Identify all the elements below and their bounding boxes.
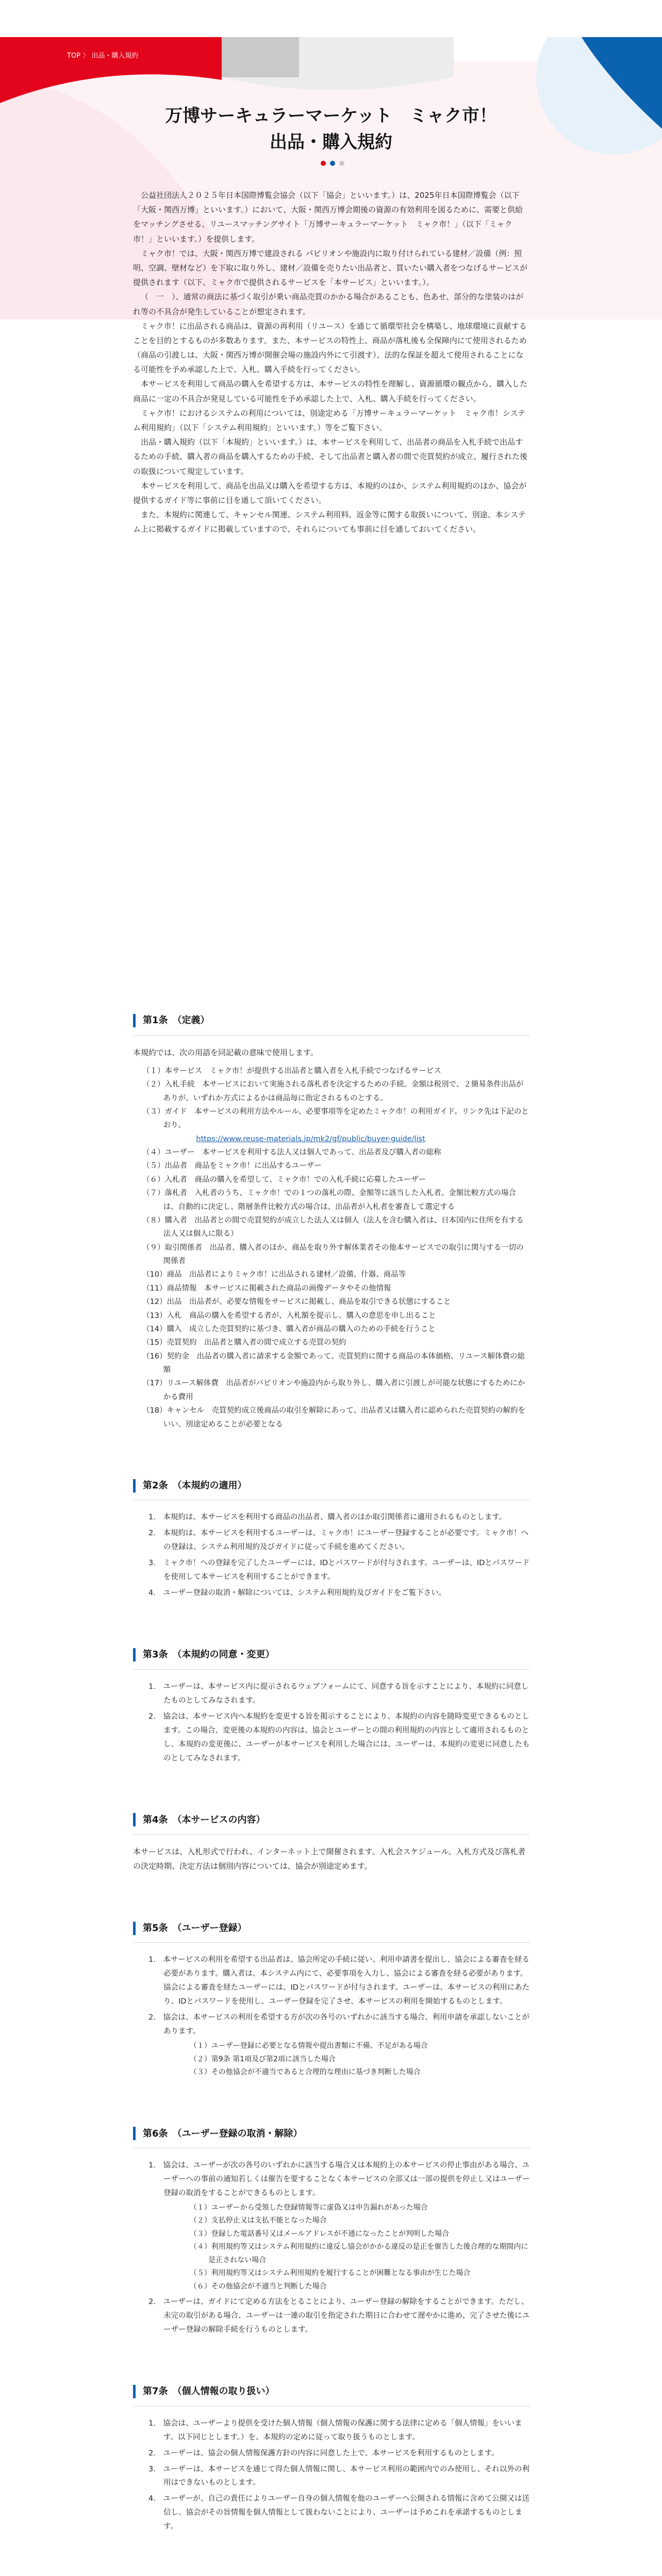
heading-bar: [133, 1648, 136, 1662]
article-title: 第5条 （ユーザー登録）: [143, 1922, 247, 1934]
article-heading: [133, 1478, 530, 1501]
numbered-list: [133, 1953, 530, 2079]
article-3: [133, 1647, 530, 1765]
article-title: 第4条 （本サービスの内容）: [143, 1814, 266, 1825]
definition-item: （17）リユース解体費 出品者がパビリオンや施設内から取り外し、購入者に引渡しが可能な状態にするためにかかる費用: [142, 1379, 525, 1401]
list-item: 2. 協会は、本サービス内へ本規約を変更する旨を掲示することにより、本規約の内容を随時変更できるものとします。この場合、変更後の本規約の内容は、協会とユーザーとの間の利用規約の内容として適用されるものとし、本規約の変更後に、ユーザーが本サービスを利用した場合には、ユーザーは、本規約の変更に同意したものとしてみなされます。: [148, 1712, 530, 1762]
article-title: 第7条 （個人情報の取り扱い）: [143, 2386, 275, 2397]
definition-item: （２）入札手続 本サービスにおいて実施される落札者を決定するための手続。金額は税別で、２簡易条件出品がありが、いずれか方式によるかは商品毎に指定されるものとする。: [142, 1080, 524, 1103]
list-item: 1. 本サービスの利用を希望する出品者は、協会所定の手続に従い、利用申請書を提出し、協会による審査を経る必要があります。購入者は、本システム内にて、必要事項を入力し、協会による審査を経る必要があります。協会による審査を経たユーザーには、IDとパスワードが付与されます。ユーザーは、本サービスの利用にあたり、IDとパスワードを使用し、ユーザー登録を完了させ、本サービスの利用を開始するものとします。: [148, 1956, 530, 2006]
definition-item: （10）商品 出品者によりミャク市！に出品される建材／設備、什器、商品等: [142, 1270, 406, 1279]
title-dots: [321, 161, 344, 166]
sub-item: （５）利用規約等又はシステム利用規約を履行することが困難となる事由が生じた場合: [189, 2269, 471, 2278]
list-item: 1. 協会は、ユーザーより提供を受けた個人情報（個人情報の保護に関する法律に定める「個人情報」をいいます。以下同じとします。）を、本規約の定めに従って取り扱うものとします。: [148, 2419, 522, 2442]
article-7: [133, 2383, 530, 2534]
heading-bar: [133, 1813, 136, 1826]
article-1: [133, 1012, 530, 1431]
dot-red: [321, 161, 326, 166]
intro-paragraph: （ 一 ）、通常の商法に基づく取引が乗い商品売買のかかる場合があることも、色あせ、部分的な塗装のはがれ等の不具合が発生していることが想定されます。: [133, 292, 524, 316]
breadcrumb: [67, 50, 138, 62]
list-item: 4. ユーザーが、自己の責任によりユーザー自身の個人情報を他のユーザーへ公開される情報に含めて公開又は送信し、協会がその旨情報を個人情報として扱わないことにより、ユーザーは予めこれを承諾するものとします。: [148, 2495, 529, 2531]
article-heading: [133, 1920, 530, 1943]
list-item: 3. ユーザーは、本サービスを通じて得た個人情報に関し、本サービス利用の範囲内でのみ使用し、それ以外の利用はできないものとします。: [148, 2465, 529, 2487]
hero-white-cut: [0, 0, 662, 37]
intro-paragraph: 本サービスを利用して商品の購入を希望する方は、本サービスの特性を理解し、資源循環の観点から、購入した商品に一定の不具合が発見している可能性を予め承認した上で、入札、購入手続を行ってください。: [133, 379, 528, 403]
definition-item: （５）出品者 商品をミャク市！に出品するユーザー: [142, 1162, 322, 1171]
intro-paragraph: 本サービスを利用して、商品を出品又は購入を希望する方は、本規約のほか、システム利用規約のほか、協会が提供するガイド等に事前に目を通して頂いてください。: [133, 481, 527, 505]
article-2: [133, 1478, 530, 1600]
heading-bar: [133, 1922, 136, 1935]
sub-item: （６）その他協会が不適当と判断した場合: [189, 2282, 327, 2291]
heading-bar: [133, 1479, 136, 1493]
article-heading: [133, 2383, 530, 2406]
definition-item: （15）売買契約 出品者と購入者の間で成立する売買の契約: [142, 1338, 346, 1347]
sub-item: （１）ユーザー登録に必要となる情報や提出書類に不備、不足がある場合: [189, 2042, 428, 2050]
list-item: 4. ユーザー登録の取消・解除については、システム利用規約及びガイドをご覧下さい。: [148, 1589, 446, 1598]
breadcrumb-home-link[interactable]: TOP: [67, 52, 81, 60]
page-title: [0, 103, 662, 156]
sub-item: （３）登録した電話番号又はメールアドレスが不通になったことが判明した場合: [189, 2229, 450, 2238]
definition-item: （９）取引関係者 出品者、購入者のほか、商品を取り外す解体業者その他本サービスでの取引に関与する一切の関係者: [142, 1243, 524, 1265]
article-6: [133, 2126, 530, 2337]
definition-text: （３）ガイド 本サービスの利用方法やルール、必要事項等を定めたミャク市！の利用ガイド。リンク先は下記のとおり。: [142, 1107, 529, 1130]
heading-bar: [133, 2385, 136, 2398]
article-title: 第1条 （定義）: [143, 1015, 210, 1026]
list-item: 2. 本規約は、本サービスを利用するユーザーは、ミャク市！にユーザー登録することが必要です。ミャク市！への登録は、システム利用規約及びガイドに従って手続を進めてください。: [148, 1529, 529, 1552]
list-item-text: 2. 協会は、本サービスの利用を希望する方が次の各号のいずれかに該当する場合、利用申請を承認しないことがあります。: [148, 2013, 529, 2036]
definition-item: （14）購入 成立した売買契約に基づき、購入者が商品の購入のための手続を行うこと: [142, 1325, 436, 1333]
numbered-list: [133, 1511, 530, 1600]
definition-item: [142, 1105, 530, 1146]
intro-paragraph: 出品・購入規約（以下「本規約」といいます。）は、本サービスを利用して、出品者の商品を入札手続で出品するための手続、購入者の商品を購入するための手続、そして出品者と購入者の間で売買契約が成立、履行された後の取扱について規定しています。: [133, 437, 528, 476]
intro-paragraph: 公益社団法人２０２５年日本国際博覧会協会（以下「協会」といいます。）は、2025年日本国際博覧会（以下「大阪・関西万博」といいます。）において、大阪・関西万博会期後の資源の有効利用を図るために、需要と供給をマッチングさせる、リユースマッチングサイト「万博サーキュラーマーケット ミャク市！」（以下「ミャク市！」といいます。）を提供します。: [133, 191, 523, 244]
list-item: 2. ユーザーは、協会の個人情報保護方針の内容に同意した上で、本サービスを利用するものとします。: [148, 2449, 499, 2458]
list-item: 1. ユーザーは、本サービス内に提示されるウェブフォームにて、同意する旨を示すことにより、本規約に同意したものとしてみなされます。: [148, 1682, 529, 1705]
sub-list: [163, 2201, 530, 2293]
definition-item: （18）キャンセル 売買契約成立後商品の取引を解除にあって、出品者又は購入者に認められた売買契約の解約をいい、別途定めることが必要となる: [142, 1406, 526, 1429]
dot-gray: [339, 161, 344, 166]
article-5: [133, 1920, 530, 2079]
definition-list: [133, 1064, 530, 1431]
article-title: 第3条 （本規約の同意・変更）: [143, 1649, 275, 1660]
article-heading: [133, 1812, 530, 1835]
definition-item: （11）商品情報 本サービスに掲載された商品の画像データやその他情報: [142, 1284, 391, 1293]
heading-bar: [133, 2127, 136, 2140]
sub-item: （４）利用規約等又はシステム利用規約に違反し協会がかかる違反の是正を催告した後合理的な期間内に是正されない場合: [189, 2243, 528, 2264]
intro-paragraph: ミャク市！では、大阪・関西万博で建設される パビリオンや施設内に取り付けられている建材／設備（例：照明、空調、壁材など）を下取に取り外し、建材／設備を売りたい出品者と、買いたい購入者をつなげるサービスが提供されます（以下、ミャク市で提供されるサービスを「本サービス」といいます。）。: [133, 248, 528, 287]
definition-item: （12）出品 出品者が、必要な情報をサービスに掲載し、商品を取引できる状態にすること: [142, 1298, 451, 1307]
intro: [133, 188, 530, 537]
definition-item: （６）入札者 商品の購入を希望して、ミャク市！での入札手続に応募したユーザー: [142, 1175, 426, 1184]
numbered-list: [133, 1680, 530, 1766]
list-item: [148, 2159, 530, 2293]
intro-paragraph: ミャク市！におけるシステムの利用については、別途定める「万博サーキュラーマーケット ミャク市！システム利用規約」（以下「システム利用規約」といいます。）等をご覧下さい。: [133, 408, 526, 432]
definition-item: （７）落札者 入札者のうち、ミャク市！での１つの落札の際、金額等に該当した入札者。金額比較方式の場合は、自動的に決定し、階層条件比較方式の場合は、出品者が入札者を審査して選定する: [142, 1189, 516, 1211]
definition-item: （４）ユーザー 本サービスを利用する法人又は個人であって、出品者及び購入者の総称: [142, 1148, 441, 1157]
sub-item: （２）第9条 第1項及び第2項に該当した場合: [189, 2055, 336, 2063]
numbered-list: [133, 2159, 530, 2337]
article-heading: [133, 1647, 530, 1670]
article-title: 第2条 （本規約の適用）: [143, 1480, 247, 1491]
dot-blue: [330, 161, 335, 166]
guide-link[interactable]: https://www.reuse-materials.jp/mk2/gf/public/buyer-guide/list: [196, 1134, 425, 1143]
sub-item: （１）ユーザーから受領した登録情報等に虚偽又は申告漏れがあった場合: [189, 2203, 428, 2212]
article-lead: 本規約では、次の用語を同記載の意味で使用します。: [133, 1047, 318, 1057]
definition-item: （16）契約金 出品者の購入者に請求する金額であって、売買契約に関する商品の本体価格、リユース解体費の総額: [142, 1352, 525, 1374]
sub-item: （３）その他協会が不適当であると合理的な理由に基づき判断した場合: [189, 2068, 421, 2077]
page-title-line2: 出品・購入規約: [270, 132, 392, 152]
heading-bar: [133, 1014, 136, 1027]
intro-paragraph: ミャク市！に出品される商品は、資源の再利用（リユース）を通じて循環型社会を構築し、地球環境に貢献することを目的とするものが多数あります。また、本サービスの特性上、商品が落札後も全保障内にて使用されるため（商品の引渡しは、大阪・関西万博が開催会場の施設内外にて引渡す）、法的な保証を超えて使用されることになる可能性を予め承認した上で、入札、購入手続を行ってください。: [133, 321, 527, 375]
article-heading: [133, 2126, 530, 2149]
definition-item: （８）購入者 出品者との間で売買契約が成立した法人又は個人（法人を含む購入者は、日本国内に住所を有する法人又は個人に限る）: [142, 1216, 524, 1239]
list-item: 3. ミャク市！への登録を完了したユーザーには、IDとパスワードが付与されます。ユーザーは、IDとパスワードを使用して本サービスを利用することができます。: [148, 1559, 530, 1582]
terms-content: [133, 1012, 530, 2576]
list-item: 2. ユーザーは、ガイドにて定める方法をとることにより、ユーザー登録の解除をすることができます。ただし、未完の取引がある場合、ユーザーは一連の取引を指定された期日に合わせて遅やかに進め、完了させた後にユーザー登録の解除手続を行うものとします。: [148, 2298, 529, 2334]
definition-item: （13）入札 商品の購入を希望する者が、入札額を提示し、購入の意思を申し出ること: [142, 1311, 436, 1320]
list-item: 1. 本規約は、本サービスを利用する商品の出品者、購入者のほか取引関係者に適用されるものとします。: [148, 1513, 507, 1522]
numbered-list: [133, 2417, 530, 2534]
article-4: [133, 1812, 530, 1874]
list-item-text: 1. 協会は、ユーザーが次の各号のいずれかに該当する場合又は本規約上の本サービスの停止事由がある場合、ユーザーへの事前の通知若しくは催告を要することなく本サービスの全部又は一部の提供を停止し又はユーザー登録の取消をすることができるものとします。: [148, 2161, 530, 2197]
breadcrumb-separator: 〉: [82, 52, 90, 60]
list-item: [148, 2011, 530, 2079]
article-title: 第6条 （ユーザー登録の取消・解除）: [143, 2128, 303, 2139]
article-text: 本サービスは、入札形式で行われ、インターネット上で開催されます。入札会スケジュール、入札方式及び落札者の決定時期、決定方法は個別内容については、協会が別途定めます。: [133, 1847, 526, 1871]
page-title-line1: 万博サーキュラーマーケット ミャク市！: [165, 106, 497, 126]
definition-item: （１）本サービス ミャク市！が提供する出品者と購入者を入札手続でつなげるサービス: [142, 1066, 441, 1075]
breadcrumb-current: 出品・購入規約: [91, 52, 139, 60]
article-heading: [133, 1012, 530, 1036]
sub-list: [163, 2040, 530, 2079]
sub-item: （２）支払停止又は支払不能となった場合: [189, 2216, 327, 2225]
intro-paragraph: また、本規約に関連して、キャンセル関連、システム利用料、返金等に関する取扱いについて、別途、本システム上に掲載するガイドに掲載していますので、それらについても事前に目を通しておいてください。: [133, 510, 526, 534]
